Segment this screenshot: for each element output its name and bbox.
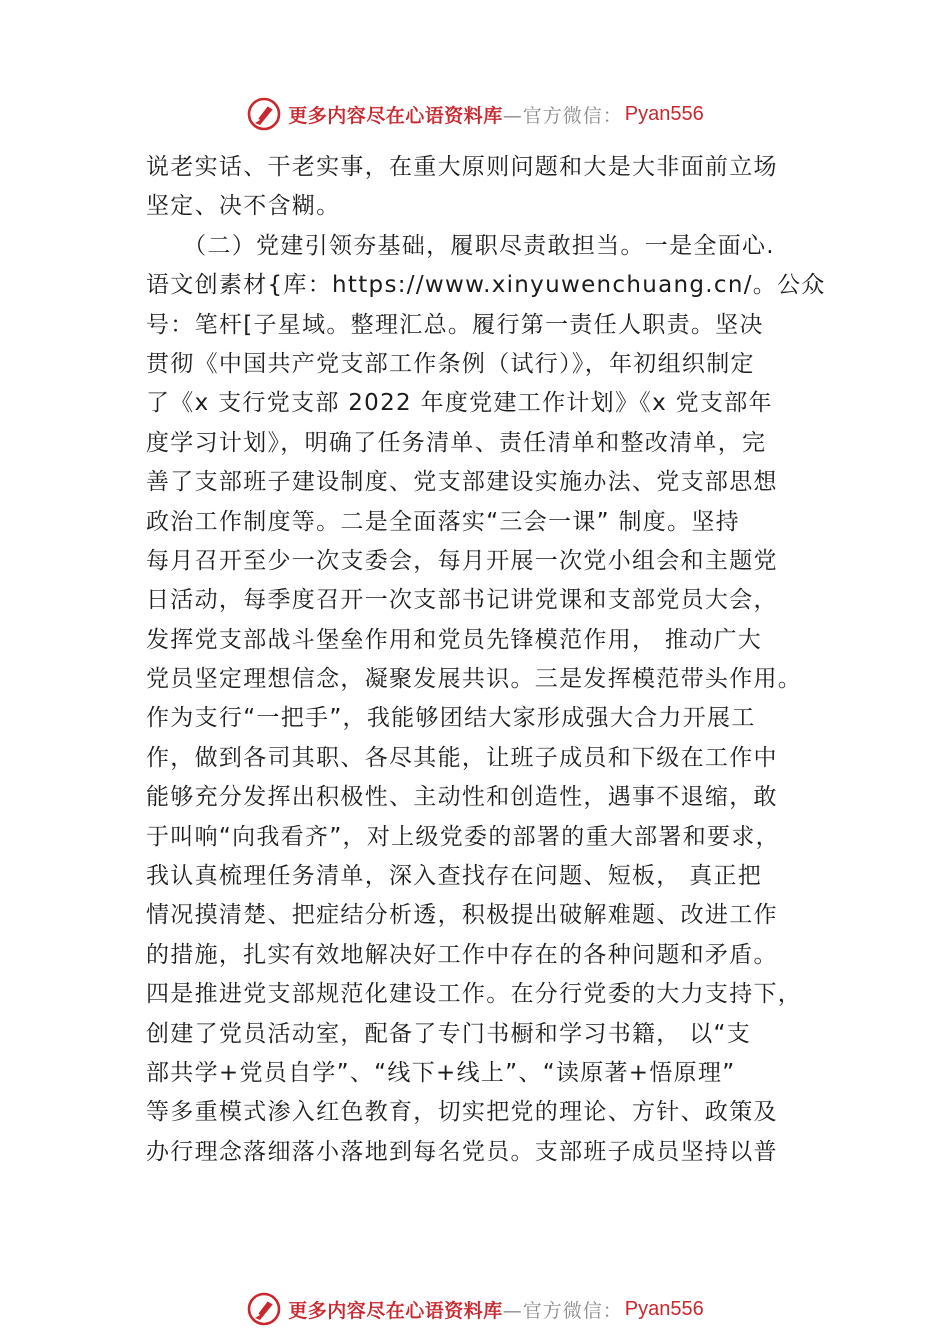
body-line: 善了支部班子建设制度、党支部建设实施办法、党支部思想: [146, 469, 778, 496]
banner-label: —官方微信：: [502, 1299, 623, 1322]
body-line: 度学习计划》，明确了任务清单、责任清单和整改清单，完: [146, 429, 767, 456]
header-banner: [0, 94, 950, 134]
body-line: 办行理念落细落小落地到每名党员。支部班子成员坚持以普: [146, 1138, 778, 1165]
body-line: 坚定、决不含糊。: [146, 193, 341, 220]
body-line: 四是推进党支部规范化建设工作。在分行党委的大力支持下，: [146, 981, 803, 1008]
body-line: 贯彻《中国共产党支部工作条例（试行）》，年初组织制定: [146, 350, 755, 377]
body-line: 党员坚定理想信念，凝聚发展共识。三是发挥模范带头作用。: [146, 666, 803, 693]
body-line: 发挥党支部战斗堡垒作用和党员先锋模范作用， 推动广大: [146, 626, 763, 653]
body-line: 政治工作制度等。二是全面落实“三会一课” 制度。坚持: [146, 508, 740, 535]
pen-logo-icon: [246, 96, 282, 132]
wechat-id: Pyan556: [624, 1297, 704, 1320]
body-line: 情况摸清楚、把症结分析透，积极提出破解难题、改进工作: [146, 902, 778, 929]
body-line: （二）党建引领夯基础，履职尽责敢担当。一是全面心.: [146, 232, 775, 259]
body-line: 了《x 支行党支部 2022 年度党建工作计划》《x 党支部年: [146, 390, 773, 417]
body-line: 日活动，每季度召开一次支部书记讲党课和支部党员大会，: [146, 587, 778, 614]
body-line: 创建了党员活动室，配备了专门书橱和学习书籍， 以“支: [146, 1020, 752, 1047]
footer-banner: [0, 1289, 950, 1329]
body-line: 等多重模式渗入红色教育，切实把党的理论、方针、政策及: [146, 1099, 778, 1126]
body-line: 作为支行“一把手”，我能够团结大家形成强大合力开展工: [146, 705, 756, 732]
body-line: 语文创素材{库：https://www.xinyuwenchuang.cn/。公众: [146, 272, 826, 299]
banner-label: —官方微信：: [502, 104, 623, 127]
document-body: [146, 148, 836, 1172]
body-line: 说老实话、干老实事，在重大原则问题和大是大非面前立场: [146, 154, 778, 180]
wechat-id: Pyan556: [624, 102, 704, 125]
banner-title: 更多内容尽在心语资料库: [288, 104, 503, 127]
body-line: 能够充分发挥出积极性、主动性和创造性，遇事不退缩，敢: [146, 784, 778, 811]
body-line: 号：笔杆[子星域。整理汇总。履行第一责任人职责。坚决: [146, 311, 764, 338]
body-line: 部共学+党员自学”、“线下+线上”、“读原著+悟原理”: [146, 1059, 736, 1086]
body-line: 于叫响“向我看齐”，对上级党委的部署的重大部署和要求，: [146, 823, 780, 850]
banner-title: 更多内容尽在心语资料库: [288, 1299, 503, 1322]
body-line: 的措施，扎实有效地解决好工作中存在的各种问题和矛盾。: [146, 941, 778, 968]
body-line: 作，做到各司其职、各尽其能，让班子成员和下级在工作中: [146, 744, 778, 771]
body-line: 我认真梳理任务清单，深入查找存在问题、短板， 真正把: [146, 863, 763, 890]
body-line: 每月召开至少一次支委会，每月开展一次党小组会和主题党: [146, 547, 778, 574]
pen-logo-icon: [246, 1291, 282, 1327]
